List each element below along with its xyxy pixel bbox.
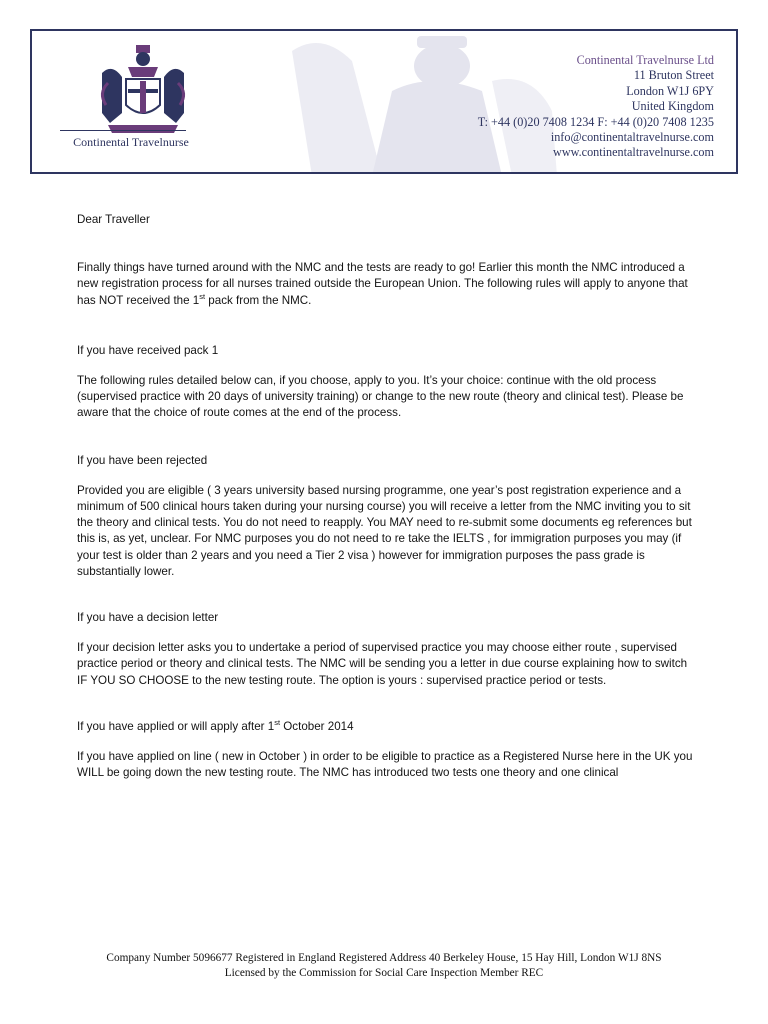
address-city: London W1J 6PY	[626, 83, 714, 98]
crest-logo-icon	[88, 43, 198, 138]
contact-block	[478, 53, 714, 161]
intro-text-end: pack from the NMC.	[205, 293, 312, 307]
section-heading-pack1: If you have received pack 1	[77, 343, 219, 357]
section-heading-applied	[77, 719, 697, 735]
letterhead	[30, 29, 738, 174]
email-link[interactable]: info@continentaltravelnurse.com	[550, 130, 714, 145]
website-link[interactable]: www.continentaltravelnurse.com	[553, 145, 714, 160]
company-name: Continental Travelnurse Ltd	[576, 53, 714, 67]
section-body-pack1: The following rules detailed below can, if you choose, apply to you. It’s your choice: continue with the old process (supervised practice with 20 days of university training) or change to the new route (theory and clinical test). Please be aware that the choice of route comes at the end of the process.	[77, 374, 684, 420]
footer-company-info: Company Number 5096677 Registered in England Registered Address 40 Berkeley House, 15 Hay Hill, London W1J 8NS	[106, 952, 662, 964]
section-body-applied: If you have applied on line ( new in October ) in order to be eligible to practice as a Registered Nurse here in the UK you WILL be going down the new testing route. The NMC has introduced two tests one theory and one clinical	[77, 750, 693, 780]
phone-fax: T: +44 (0)20 7408 1234 F: +44 (0)20 7408 1235	[477, 114, 714, 129]
address-street: 11 Bruton Street	[633, 68, 714, 83]
footer-licensing: Licensed by the Commission for Social Care Inspection Member REC	[224, 966, 544, 979]
intro-text: Finally things have turned around with the NMC and the tests are ready to go! Earlier this month the NMC introduced a new registration process for all nurses trained outside the European Union. The following rules will apply to anyone that has NOT received the 1	[77, 261, 688, 307]
greeting: Dear Traveller	[77, 213, 150, 226]
brand-name: Continental Travelnurse	[73, 135, 189, 149]
brand-divider	[60, 130, 186, 131]
applied-heading-date: October 2014	[280, 719, 354, 733]
intro-ordinal: st	[199, 291, 206, 301]
intro-paragraph	[77, 260, 697, 309]
applied-heading-ordinal: st	[274, 718, 281, 727]
letter-body	[77, 212, 697, 781]
address-country: United Kingdom	[631, 99, 714, 114]
section-body-decision: If your decision letter asks you to undertake a period of supervised practice you may choose either route , supervised practice period or theory and clinical tests. The NMC will be sending you a letter in due course explaining how to switch IF YOU SO CHOOSE to the new testing route. The option is yours : supervised practice period or tests.	[77, 641, 688, 687]
applied-heading-text: If you have applied or will apply after 1	[77, 719, 275, 733]
section-heading-decision: If you have a decision letter	[77, 611, 219, 625]
section-heading-rejected: If you have been rejected	[77, 453, 208, 467]
footer	[0, 951, 768, 980]
section-body-rejected: Provided you are eligible ( 3 years university based nursing programme, one year’s post registration experience and a minimum of 500 clinical hours taken during your nursing course) you will receive a letter from the NMC inviting you to sit the theory and clinical tests. You do not need to reapply. You MAY need to re-submit some documents eg references but this is, as yet, unclear. For NMC purposes you do not need to re take the IELTS , for immigration purposes you may (if your test is older than 2 years and you need a Tier 2 visa ) however for immigration purposes the pass grade is substantially lower.	[77, 483, 692, 578]
